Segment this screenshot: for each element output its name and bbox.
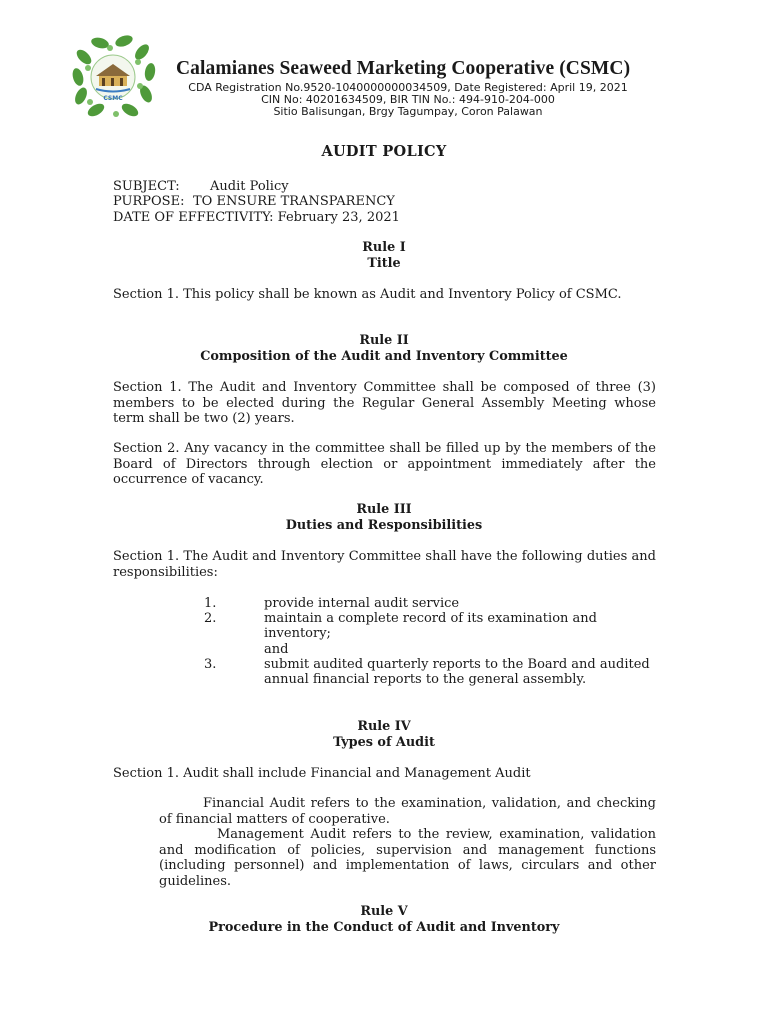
subject-line <box>113 179 289 194</box>
section-paragraph: Section 1. The Audit and Inventory Committee shall have the following duties and responsibilities: <box>113 549 656 580</box>
list-number: 1. <box>204 596 217 611</box>
rule-title: Procedure in the Conduct of Audit and Inventory <box>208 920 560 935</box>
section-paragraph: Section 1. This policy shall be known as Audit and Inventory Policy of CSMC. <box>113 287 622 302</box>
rule-number: Rule V <box>360 904 408 919</box>
rule-number: Rule IV <box>357 719 411 734</box>
section-paragraph: Section 1. Audit shall include Financial and Management Audit <box>113 766 531 781</box>
cooperative-logo <box>66 32 160 122</box>
purpose-label: PURPOSE: <box>113 194 185 209</box>
registration-line: CDA Registration No.9520-1040000000034509, Date Registered: April 19, 2021 <box>188 81 628 94</box>
list-item: provide internal audit service <box>264 596 460 611</box>
logo-text: CSMC <box>103 95 123 102</box>
list-item: and <box>264 642 289 657</box>
section-paragraph: Section 1. The Audit and Inventory Committee shall be composed of three (3) members to be elected during the Regular General Assembly Meeting whose term shall be two (2) years. <box>113 380 656 427</box>
subject-value: Audit Policy <box>210 179 289 194</box>
document-title: AUDIT POLICY <box>321 143 447 160</box>
rule-title: Composition of the Audit and Inventory Committee <box>200 349 568 364</box>
list-number: 2. <box>204 611 217 626</box>
rule-number: Rule III <box>356 502 412 517</box>
organization-name: Calamianes Seaweed Marketing Cooperative (CSMC) <box>176 58 631 79</box>
definition-paragraph: Management Audit refers to the review, examination, validation and modification of policies, supervision and management functions (including personnel) and implementation of laws, circulars and other guidelines. <box>159 827 656 889</box>
purpose-value: TO ENSURE TRANSPARENCY <box>193 194 395 209</box>
definition-paragraph: Financial Audit refers to the examination, validation, and checking of financial matters of cooperative. <box>159 796 656 827</box>
rule-number: Rule II <box>359 333 409 348</box>
rule-number: Rule I <box>362 240 406 255</box>
effectivity-line: DATE OF EFFECTIVITY: February 23, 2021 <box>113 210 400 225</box>
rule-title: Types of Audit <box>333 735 435 750</box>
rule-title: Title <box>367 256 401 271</box>
subject-label: SUBJECT: <box>113 179 180 194</box>
list-item: maintain a complete record of its examination and inventory; <box>264 611 597 642</box>
cin-tin-line: CIN No: 40201634509, BIR TIN No.: 494-910-204-000 <box>261 93 555 106</box>
section-paragraph: Section 2. Any vacancy in the committee shall be filled up by the members of the Board of Directors through election or appointment immediately after the occurrence of vacancy. <box>113 441 656 488</box>
address-line: Sitio Balisungan, Brgy Tagumpay, Coron Palawan <box>273 105 543 118</box>
list-number: 3. <box>204 657 217 672</box>
purpose-line <box>113 194 395 209</box>
list-item: submit audited quarterly reports to the Board and audited annual financial reports to the general assembly. <box>264 657 650 688</box>
rule-title: Duties and Responsibilities <box>285 518 483 533</box>
